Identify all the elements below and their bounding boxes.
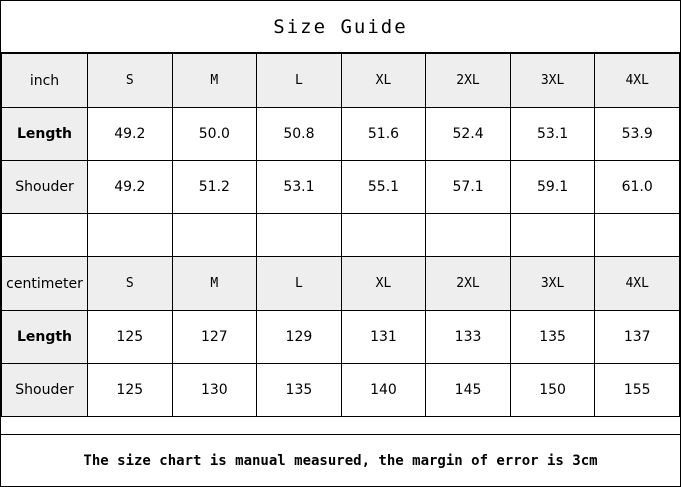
spacer-cell xyxy=(2,214,88,257)
size-header-cm-m: M xyxy=(172,257,257,311)
cell-shouder-inch-m: 51.2 xyxy=(172,161,257,214)
cell-length-inch-m: 50.0 xyxy=(172,108,257,161)
size-header-cm-2xl: 2XL xyxy=(426,257,511,311)
row-label-shouder-inch: Shouder xyxy=(2,161,88,214)
size-header-cm-xl: XL xyxy=(341,257,426,311)
size-header-2xl: 2XL xyxy=(426,54,511,108)
table-row xyxy=(2,311,680,364)
cell-length-cm-3xl: 135 xyxy=(510,311,595,364)
size-header-cm-s: S xyxy=(88,257,173,311)
row-label-shouder-cm: Shouder xyxy=(2,364,88,417)
table-row xyxy=(2,108,680,161)
cell-length-cm-s: 125 xyxy=(88,311,173,364)
size-header-cm-4xl: 4XL xyxy=(595,257,680,311)
size-header-4xl: 4XL xyxy=(595,54,680,108)
spacer-cell xyxy=(257,214,342,257)
page-title: Size Guide xyxy=(273,15,408,38)
unit-label-centimeter: centimeter xyxy=(2,257,88,311)
spacer-cell xyxy=(426,214,511,257)
spacer-cell xyxy=(510,214,595,257)
cell-length-cm-m: 127 xyxy=(172,311,257,364)
footer-note: The size chart is manual measured, the margin of error is 3cm xyxy=(83,452,598,469)
cell-length-cm-4xl: 137 xyxy=(595,311,680,364)
cell-shouder-inch-3xl: 59.1 xyxy=(510,161,595,214)
size-header-3xl: 3XL xyxy=(510,54,595,108)
size-header-s: S xyxy=(88,54,173,108)
unit-label-inch: inch xyxy=(2,54,88,108)
size-header-l: L xyxy=(257,54,342,108)
cell-length-inch-2xl: 52.4 xyxy=(426,108,511,161)
cell-shouder-inch-s: 49.2 xyxy=(88,161,173,214)
table-row-header-inch xyxy=(2,54,680,108)
cell-length-cm-l: 129 xyxy=(257,311,342,364)
table-row xyxy=(2,161,680,214)
size-header-xl: XL xyxy=(341,54,426,108)
spacer-cell xyxy=(595,214,680,257)
cell-shouder-cm-4xl: 155 xyxy=(595,364,680,417)
spacer-cell xyxy=(172,214,257,257)
cell-length-cm-xl: 131 xyxy=(341,311,426,364)
cell-shouder-inch-4xl: 61.0 xyxy=(595,161,680,214)
cell-shouder-inch-xl: 55.1 xyxy=(341,161,426,214)
cell-shouder-cm-s: 125 xyxy=(88,364,173,417)
cell-shouder-inch-l: 53.1 xyxy=(257,161,342,214)
document-title-bar xyxy=(1,1,680,53)
size-header-cm-l: L xyxy=(257,257,342,311)
size-header-m: M xyxy=(172,54,257,108)
table-row-spacer xyxy=(2,214,680,257)
cell-length-inch-s: 49.2 xyxy=(88,108,173,161)
table-row-header-centimeter xyxy=(2,257,680,311)
cell-shouder-cm-xl: 140 xyxy=(341,364,426,417)
cell-shouder-cm-3xl: 150 xyxy=(510,364,595,417)
cell-length-cm-2xl: 133 xyxy=(426,311,511,364)
size-chart-table xyxy=(1,53,680,417)
cell-shouder-inch-2xl: 57.1 xyxy=(426,161,511,214)
size-header-cm-3xl: 3XL xyxy=(510,257,595,311)
cell-shouder-cm-l: 135 xyxy=(257,364,342,417)
cell-shouder-cm-2xl: 145 xyxy=(426,364,511,417)
row-label-length-cm: Length xyxy=(2,311,88,364)
cell-length-inch-3xl: 53.1 xyxy=(510,108,595,161)
table-row xyxy=(2,364,680,417)
cell-length-inch-4xl: 53.9 xyxy=(595,108,680,161)
cell-shouder-cm-m: 130 xyxy=(172,364,257,417)
cell-length-inch-xl: 51.6 xyxy=(341,108,426,161)
spacer-cell xyxy=(88,214,173,257)
cell-length-inch-l: 50.8 xyxy=(257,108,342,161)
spacer-cell xyxy=(341,214,426,257)
row-label-length-inch: Length xyxy=(2,108,88,161)
footer-note-bar xyxy=(1,434,680,486)
